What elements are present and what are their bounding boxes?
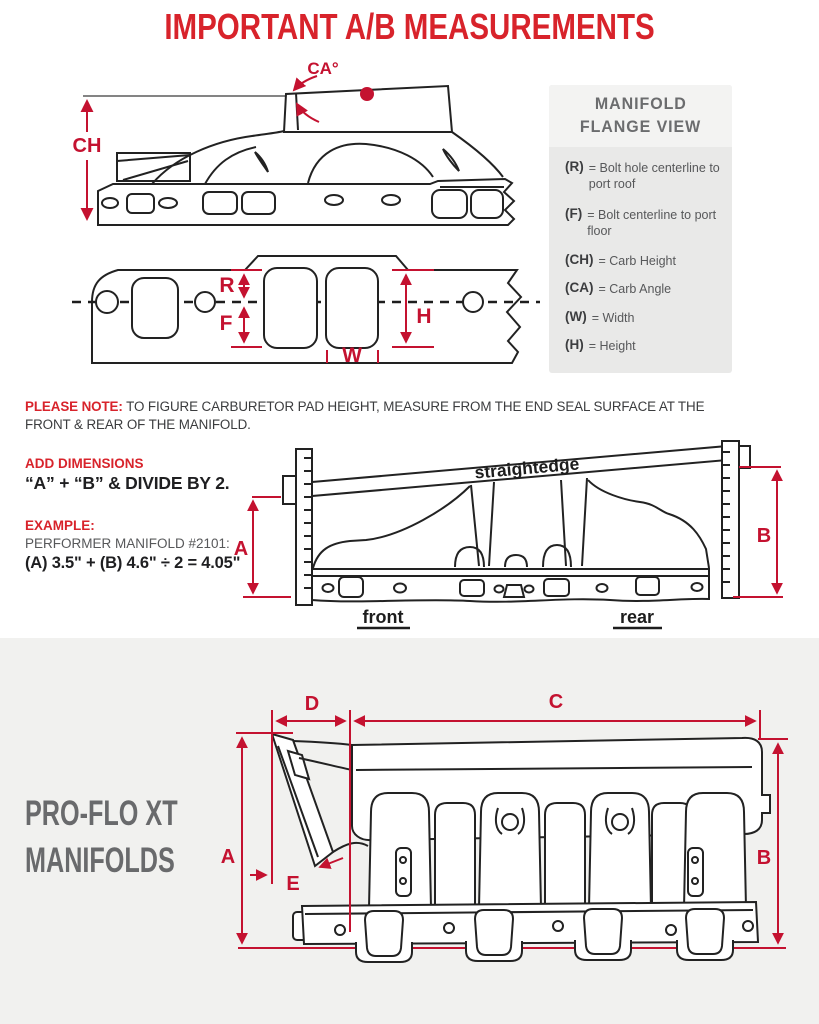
front-label: front: [362, 607, 404, 627]
straightedge-label: straightedge: [473, 453, 581, 483]
add-dimensions-label: ADD DIMENSIONS: [25, 456, 144, 471]
proflo-title-line2: MANIFOLDS: [25, 841, 175, 881]
dim-label-d: D: [304, 693, 320, 715]
dim-label-ca: CA°: [307, 59, 339, 78]
add-dimensions-text: “A” + “B” & DIVIDE BY 2.: [25, 473, 230, 493]
legend-value: = Width: [591, 310, 635, 325]
runners-rear: [435, 803, 692, 908]
proflo-title-line1: PRO-FLO XT: [25, 794, 178, 833]
dim-label-b: B: [756, 525, 772, 547]
legend-item: [565, 252, 722, 269]
legend-key: (CH): [565, 252, 594, 267]
body-left-shell: [313, 486, 470, 568]
legend-header: [549, 85, 732, 147]
instruction-block: [25, 456, 255, 573]
dim-label-h: H: [416, 305, 432, 328]
dim-label-a: A: [233, 538, 249, 560]
legend-key: (W): [565, 308, 587, 324]
legend-value: = Carb Angle: [598, 282, 672, 297]
straightedge-diagram: [225, 435, 810, 635]
right-ruler-tab: [739, 446, 750, 468]
proflo-title: [25, 790, 178, 885]
vent-sliver-right: [443, 149, 459, 171]
legend-key: (CA): [565, 280, 594, 296]
legend-item: [565, 206, 722, 240]
dim-label-w: W: [342, 344, 362, 367]
legend-item: [565, 159, 722, 193]
side-view-diagram: [55, 50, 555, 235]
dim-label-ch: CH: [72, 135, 102, 157]
runner-tower-2: [561, 478, 587, 566]
dim-label-r: R: [219, 274, 235, 297]
legend-box: [549, 85, 732, 373]
proflo-diagram: [220, 680, 819, 970]
dim-label-e: E: [286, 873, 300, 895]
note-text: TO FIGURE CARBURETOR PAD HEIGHT, MEASURE FROM THE END SEAL SURFACE AT THE FRONT & REAR OF THE MANIFOLD.: [25, 399, 705, 432]
note-block: [25, 398, 737, 433]
legend-value: = Carb Height: [598, 254, 676, 268]
legend-item: [565, 309, 722, 326]
legend-key: (F): [565, 205, 583, 221]
legend-key: (R): [565, 159, 584, 174]
legend-value: = Height: [588, 338, 636, 353]
a-dimension: [243, 497, 291, 597]
r-f-dimension: [231, 270, 262, 347]
dim-label-b: B: [756, 847, 772, 869]
page-title: IMPORTANT A/B MEASUREMENTS: [164, 6, 655, 47]
carb-pad-point: [360, 87, 374, 101]
legend-item: [565, 280, 722, 297]
vent-sliver-left: [255, 152, 268, 172]
example-label: EXAMPLE:: [25, 518, 95, 533]
example-calculation: (A) 3.5" + (B) 4.6" ÷ 2 = 4.05": [25, 554, 241, 572]
note-label: PLEASE NOTE:: [25, 399, 123, 414]
legend-title-line2: FLANGE VIEW: [579, 117, 702, 136]
flange-view-diagram: [55, 240, 555, 370]
legend-value: = Bolt hole centerline to port roof: [588, 161, 720, 192]
rear-label: rear: [619, 607, 655, 627]
dome-center: [308, 144, 433, 183]
legend-title-line1: MANIFOLD: [594, 94, 687, 114]
example-manifold: PERFORMER MANIFOLD #2101:: [25, 536, 230, 551]
left-ruler: [296, 449, 312, 605]
ports: [132, 268, 378, 348]
dim-label-c: C: [548, 691, 564, 713]
legend-key: (H): [565, 336, 584, 352]
dim-label-f: F: [219, 312, 233, 335]
legend-value: = Bolt centerline to port floor: [587, 207, 717, 238]
body-right-shell: [588, 480, 709, 568]
dim-label-a: A: [220, 846, 236, 868]
legend-item: [565, 337, 722, 354]
left-ruler-tab: [283, 476, 296, 504]
dome-inner-left: [205, 147, 256, 184]
body-bumps: [455, 545, 571, 567]
